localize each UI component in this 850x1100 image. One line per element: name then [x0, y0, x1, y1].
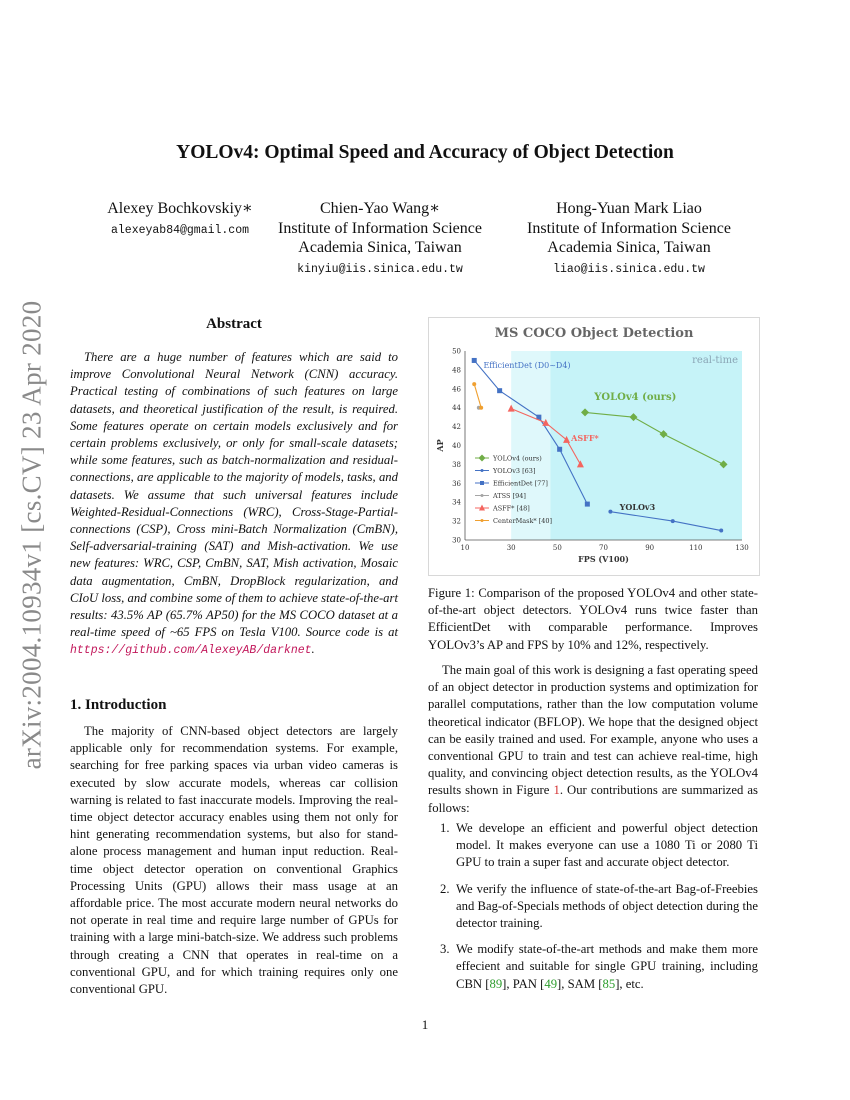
x-axis-label: FPS (V100) [578, 554, 629, 564]
page-number: 1 [421, 1017, 429, 1032]
author-block-2 [270, 199, 490, 279]
list-text: We develope an efficient and powerful object detection model. It makes everyone can use a 1080 Ti or 2080 Ti GPU to train a super fast and accurate object detector. [456, 821, 758, 870]
abstract-heading: Abstract [206, 316, 262, 332]
list-text: We verify the influence of state-of-the-art Bag-of-Freebies and Bag-of-Specials methods of object detection during the detector training. [456, 881, 758, 931]
figure-caption [428, 585, 758, 654]
list-text: ], etc. [615, 976, 644, 991]
data-point [557, 447, 562, 452]
data-point [472, 358, 477, 363]
data-point [479, 406, 483, 410]
legend-entry: EfficientDet [77] [493, 479, 548, 488]
main-paragraph [428, 662, 758, 817]
intro-paragraph: The majority of CNN-based object detectors are largely applicable only for recommendation systems. For example, searching for free parking spaces via urban video cameras is executed by slow accurate models, whereas car collision warning is related to fast inaccurate models. Improving the real-time object detector accuracy enables using them not only for hint generating recommendation systems, but also for stand-alone process management and human input reduction. Real-time object detector operation on conventional Graphics Processing Units (GPU) allows their mass usage at an affordable price. The most accurate modern neural networks do not operate in real time and require large number of GPUs for training with a large mini-batch-size. We address such problems through creating a CNN that operates in real-time on a conventional GPU, and for which training requires only one conventional GPU. [70, 724, 398, 997]
figure-caption-text: Figure 1: Comparison of the proposed YOLOv4 and other state-of-the-art object detectors. YOLOv4 runs twice faster than EfficientDet with comparable performance. Improves YOLOv3’s AP and FPS by 10% and 12%, respectively. [428, 586, 758, 652]
author-email[interactable]: kinyiu@iis.sinica.edu.tw [297, 262, 463, 276]
author-affiliation-line: Academia Sinica, Taiwan [547, 239, 711, 256]
abstract [70, 349, 398, 660]
x-tick-label: 110 [689, 544, 703, 552]
author-affiliation-line: Academia Sinica, Taiwan [298, 239, 462, 256]
coco-chart [429, 318, 759, 575]
author-email[interactable]: liao@iis.sinica.edu.tw [553, 262, 705, 276]
x-tick-label: 130 [735, 544, 749, 552]
y-tick-label: 40 [452, 442, 461, 450]
legend-marker [480, 481, 484, 485]
y-tick-label: 36 [452, 479, 461, 488]
data-point [585, 502, 590, 507]
y-tick-label: 38 [452, 460, 461, 469]
list-text: ], SAM [ [557, 976, 603, 991]
list-item [428, 820, 758, 872]
data-point [719, 529, 723, 533]
y-tick-label: 50 [452, 347, 461, 356]
data-point [497, 388, 502, 393]
legend-entry: YOLOv4 (ours) [493, 454, 542, 463]
author-block-1 [75, 199, 285, 240]
citation-link[interactable]: 85 [602, 976, 616, 991]
author-name: Alexey Bochkovskiy∗ [107, 200, 253, 217]
author-name: Chien-Yao Wang∗ [319, 200, 441, 217]
data-point [608, 510, 612, 514]
chart-annotation: EfficientDet (D0~D4) [483, 361, 571, 371]
main-text-after: . Our contributions are summarized as follows: [428, 783, 758, 815]
y-tick-label: 44 [452, 404, 461, 413]
section-heading-introduction: 1. Introduction [70, 697, 167, 713]
legend-marker [481, 519, 484, 522]
y-tick-label: 34 [452, 498, 461, 507]
citation-link[interactable]: 49 [544, 976, 558, 991]
list-number: 1. [440, 821, 450, 835]
source-code-link[interactable]: https://github.com/AlexeyAB/darknet [70, 644, 312, 658]
author-block-3 [515, 199, 743, 279]
legend-entry: YOLOv3 [63] [493, 467, 536, 475]
y-tick-label: 42 [452, 423, 461, 432]
paper-title: YOLOv4: Optimal Speed and Accuracy of Object Detection [176, 142, 674, 163]
x-tick-label: 30 [506, 544, 516, 552]
chart-annotation: YOLOv3 [619, 501, 656, 512]
y-tick-label: 32 [452, 517, 461, 526]
contributions-list [428, 820, 758, 1002]
author-affiliation-line: Institute of Information Science [527, 219, 731, 237]
author-affiliation-line: Institute of Information Science [278, 219, 482, 237]
abstract-end: . [311, 642, 315, 657]
x-tick-label: 90 [645, 544, 655, 552]
legend-entry: ASFF* [48] [493, 504, 530, 513]
y-tick-label: 30 [452, 536, 461, 545]
arxiv-stamp-text: arXiv:2004.10934v1 [cs.CV] 23 Apr 2020 [16, 300, 47, 770]
abstract-paragraph [70, 349, 398, 660]
legend-marker [481, 494, 484, 497]
author-name: Hong-Yuan Mark Liao [556, 200, 702, 217]
x-tick-label: 10 [460, 544, 470, 552]
legend-entry: CenterMask* [40] [493, 517, 553, 525]
y-axis-label: AP [435, 439, 445, 452]
chart-annotation: YOLOv4 (ours) [594, 392, 677, 404]
figure-ref-link[interactable]: 1 [553, 783, 560, 798]
introduction [70, 723, 398, 998]
y-tick-label: 48 [452, 366, 461, 375]
y-tick-label: 46 [452, 385, 461, 394]
list-text: We modify state-of-the-art methods and make them more effecient and suitable for single GPU training, including CBN [ [456, 942, 758, 991]
legend-marker [481, 469, 484, 472]
list-item [428, 881, 758, 933]
data-point [671, 519, 675, 523]
x-tick-label: 70 [599, 544, 608, 552]
realtime-label: real-time [692, 355, 738, 366]
list-number: 3. [440, 942, 450, 957]
arxiv-stamp [7, 290, 57, 780]
figure-1 [428, 317, 760, 576]
main-text [428, 662, 758, 817]
legend-entry: ATSS [94] [493, 492, 526, 500]
main-text-before: The main goal of this work is designing a fast operating speed of an object detector in production systems and optimization for parallel computations, rather than the low computation volume theoretical indicator (BFLOP). We hope that the designed object can be easily trained and used. For example, anyone who uses a conventional GPU to train and test can achieve real-time, high quality, and convincing object detection results, as the YOLOv4 results shown in Figure [428, 663, 758, 798]
citation-link[interactable]: 89 [489, 976, 503, 991]
series-line-5 [474, 384, 481, 408]
x-tick-label: 50 [552, 544, 562, 552]
data-point [472, 382, 476, 386]
list-number: 2. [440, 881, 450, 896]
abstract-text: There are a huge number of features which are said to improve Convolutional Neural Network (CNN) accuracy. Practical testing of combinations of such features on large datasets, and theoretical justification of the result, is required. Some features operate on certain models exclusively and for certain problems exclusively, or only for small-scale datasets; while some features, such as batch-normalization and residual-connections, are applicable to the majority of models, tasks, and datasets. We assume that such universal features include Weighted-Residual-Connections (WRC), Cross-Stage-Partial-connections (CSP), Cross mini-Batch Normalization (CmBN), Self-adversarial-training (SAT) and Mish-activation. We use new features: WRC, CSP, CmBN, SAT, Mish activation, Mosaic data augmentation, CmBN, DropBlock regularization, and CIoU loss, and combine some of them to achieve state-of-the-art results: 43.5% AP (65.7% AP50) for the MS COCO dataset at a real-time speed of ~65 FPS on Tesla V100. Source code is at [70, 350, 398, 640]
legend-marker [479, 455, 486, 462]
list-item [428, 941, 758, 993]
chart-annotation: ASFF* [571, 432, 599, 443]
list-text: ], PAN [ [502, 976, 545, 991]
author-email[interactable]: alexeyab84@gmail.com [110, 223, 250, 237]
chart-title: MS COCO Object Detection [494, 326, 694, 341]
